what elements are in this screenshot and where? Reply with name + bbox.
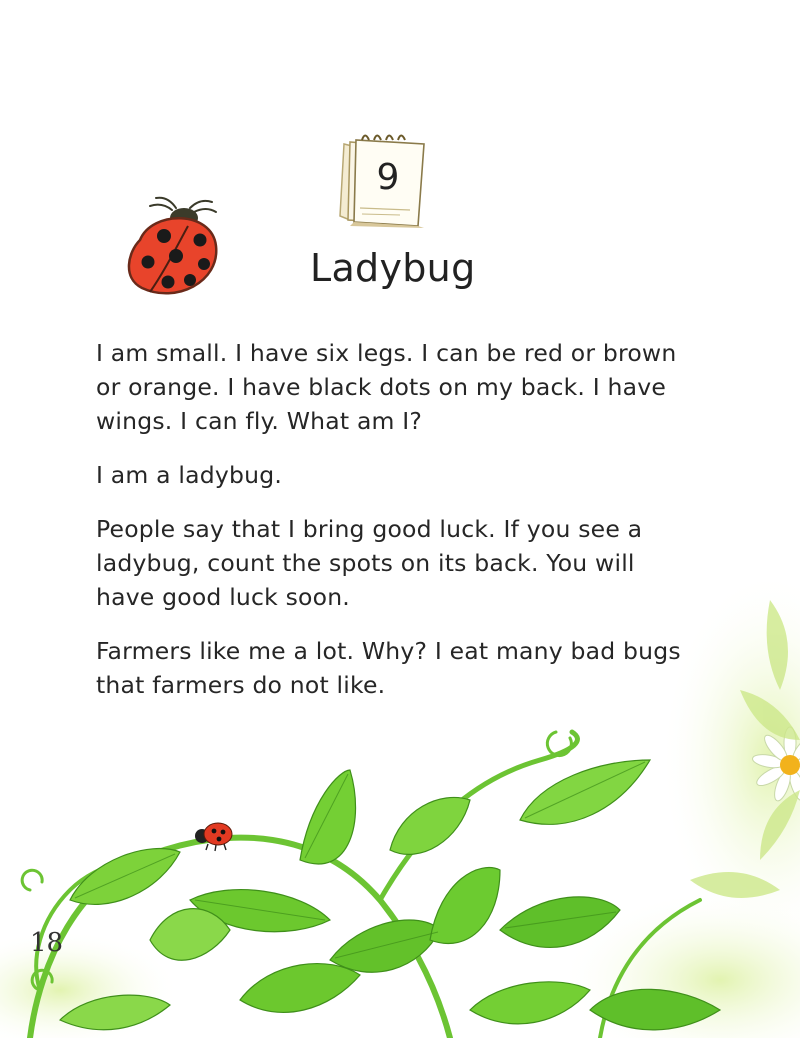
paragraph-4: Farmers like me a lot. Why? I eat many bad bugs that farmers do not like. [96,637,681,699]
calendar-icon [330,128,430,232]
paragraph-2: I am a ladybug. [96,461,282,489]
watermark: book-reader.ch [312,1020,387,1031]
chapter-number: 9 [376,157,400,198]
paragraph-3: People say that I bring good luck. If you see a ladybug, count the spots on its back. You will have good luck soon. [96,515,643,611]
ladybug-illustration [112,196,230,302]
page-title: Ladybug [310,246,476,290]
leaves-illustration [0,560,800,1038]
paragraph-1: I am small. I have six legs. I can be red or brown or orange. I have black dots on my back. I have wings. I can fly. What am I? [96,339,677,435]
small-ladybug-illustration [195,823,232,851]
page-number: 18 [30,928,64,958]
